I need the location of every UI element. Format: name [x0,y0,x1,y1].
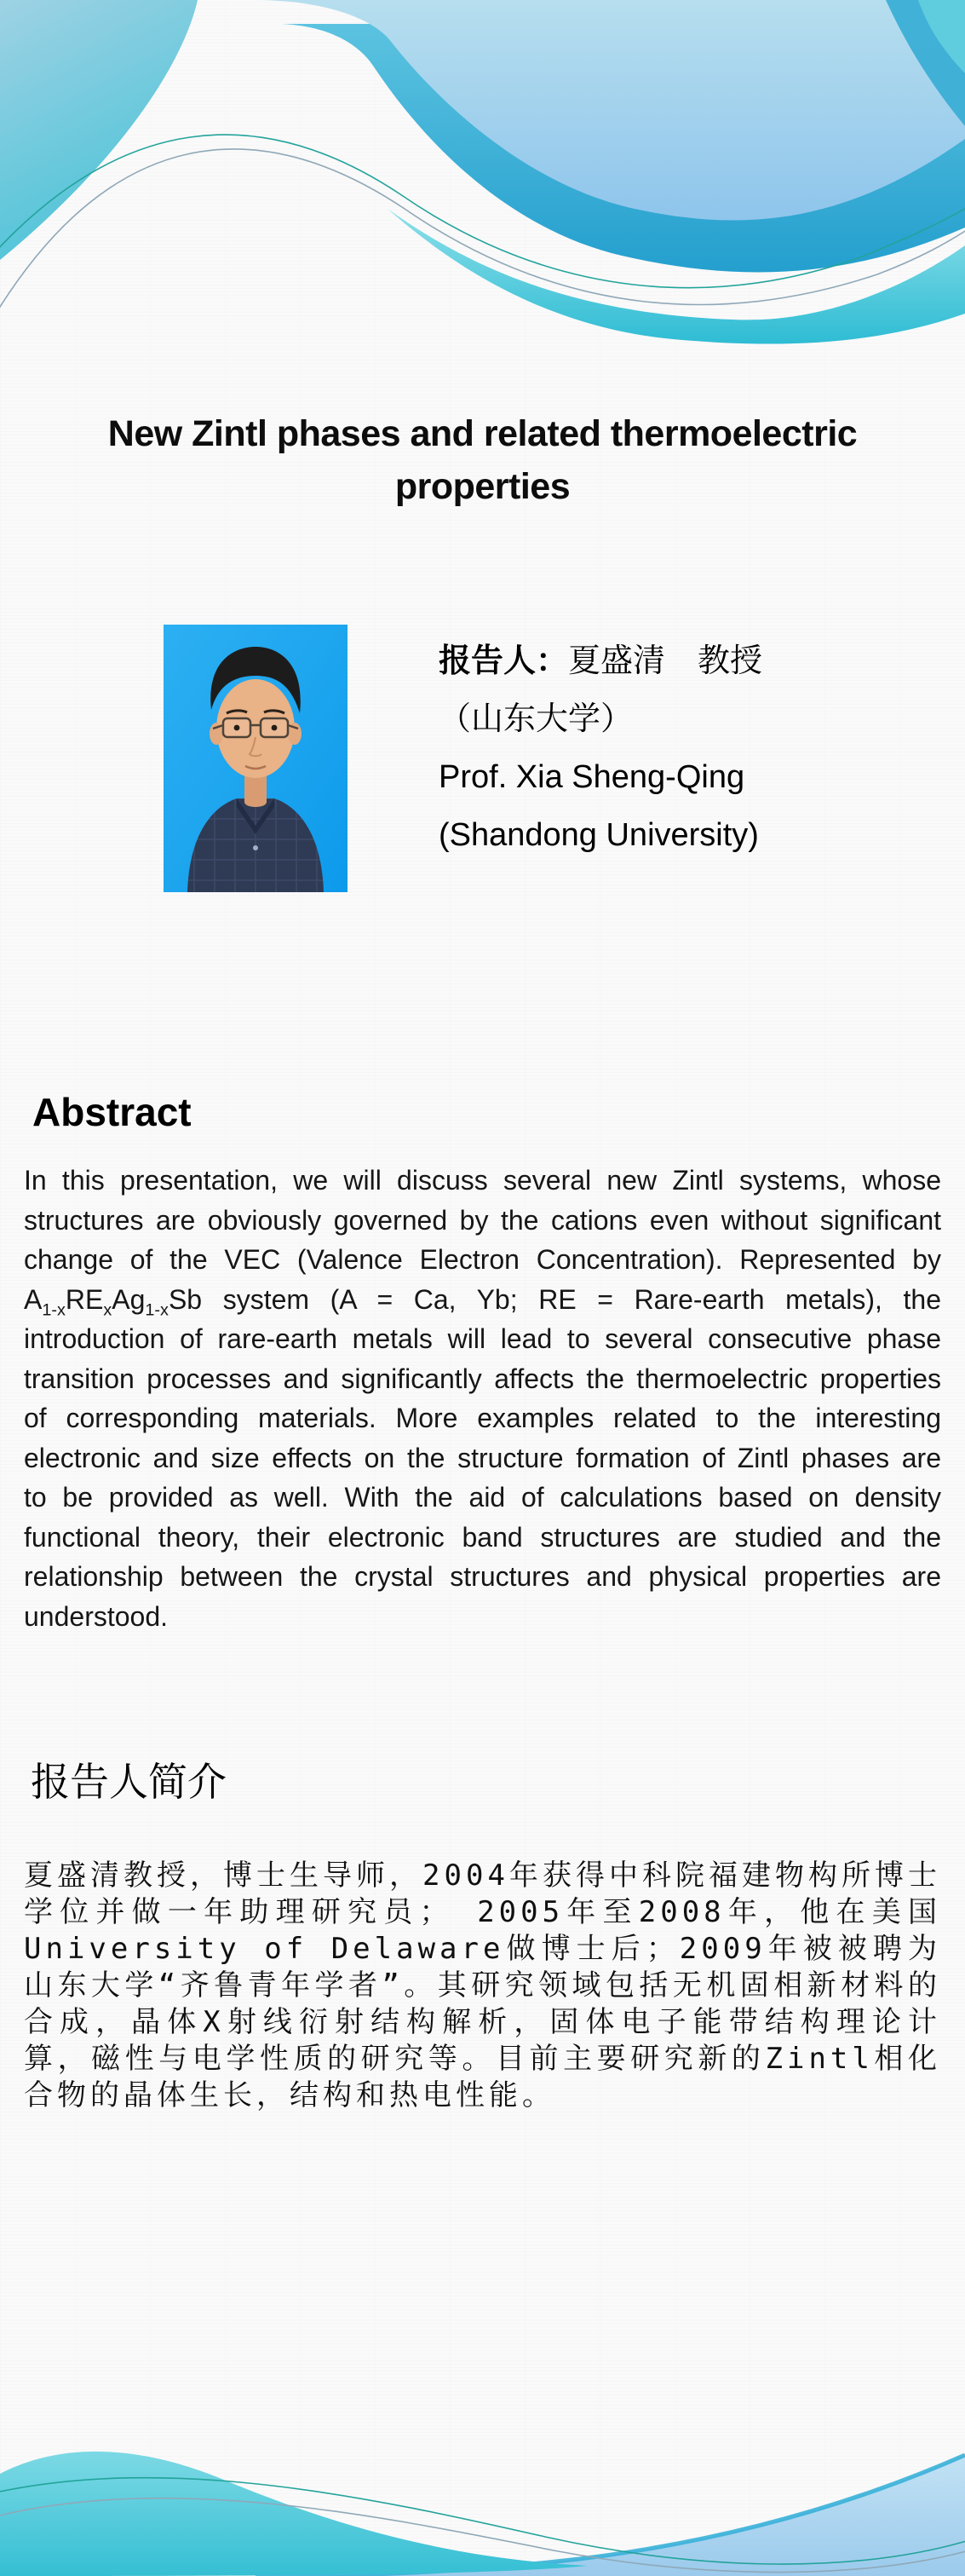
presenter-info [439,632,933,864]
photo-eye [234,725,240,731]
photo-button [253,845,258,850]
presenter-name-en: Prof. Xia Sheng-Qing [439,759,745,795]
top-wave-decoration [0,0,965,349]
photo-eye [272,725,278,731]
presenter-affiliation-en: (Shandong University) [439,817,759,853]
wave-left-wedge [0,0,198,260]
poster-title [0,407,965,513]
bottom-wave-aqua-swoosh [0,2452,588,2576]
bio-body: 夏盛清教授，博士生导师，2004年获得中科院福建物构所博士学位并做一年助理研究员； 2005年至2008年，他在美国University of Delaware做博士后；2009年被被聘为山东大学“齐鲁青年学者”。其研究领域包括无机固相新材料的合成，晶体X射线衍射结构解析，固体电子能带结构理论计算，磁性与电学性质的研究等。目前主要研究新的Zintl相化合物的晶体生长，结构和热电性能。 [24,1859,941,2112]
bottom-wave-decoration [0,2414,965,2576]
abstract-heading: Abstract [32,1090,192,1134]
abstract-body: In this presentation, we will discuss several new Zintl systems, whose structures are obviously governed by the cations even without significant change of the VEC (Valence Electron Concentration). Represented by $A_{1-x}RE_xAg_{1-x}Sb$ system (A = Ca, Yb; RE = Rare-earth metals), the introduction of rare-earth metals will lead to several consecutive phase transition processes and significantly affects the thermoelectric properties of corresponding materials. More examples related to the interesting electronic and size effects on the structure formation of Zintl phases are to be provided as well. With the aid of calculations based on density functional theory, their electronic band structures are studied and the relationship between the crystal structures and physical properties are understood. [24,1165,941,1632]
presenter-photo [164,625,348,892]
poster-title-line1: New Zintl phases and related thermoelectric [107,413,858,454]
presenter-name: 夏盛清 教授 [568,643,763,679]
poster-title-line2: properties [394,466,571,507]
presenter-affiliation-cn: （山东大学） [439,701,634,737]
bio-heading: 报告人简介 [31,1761,227,1804]
presenter-photo-image [164,625,348,892]
presenter-label: 报告人： [439,643,569,679]
presenter-line-cn [439,632,933,690]
